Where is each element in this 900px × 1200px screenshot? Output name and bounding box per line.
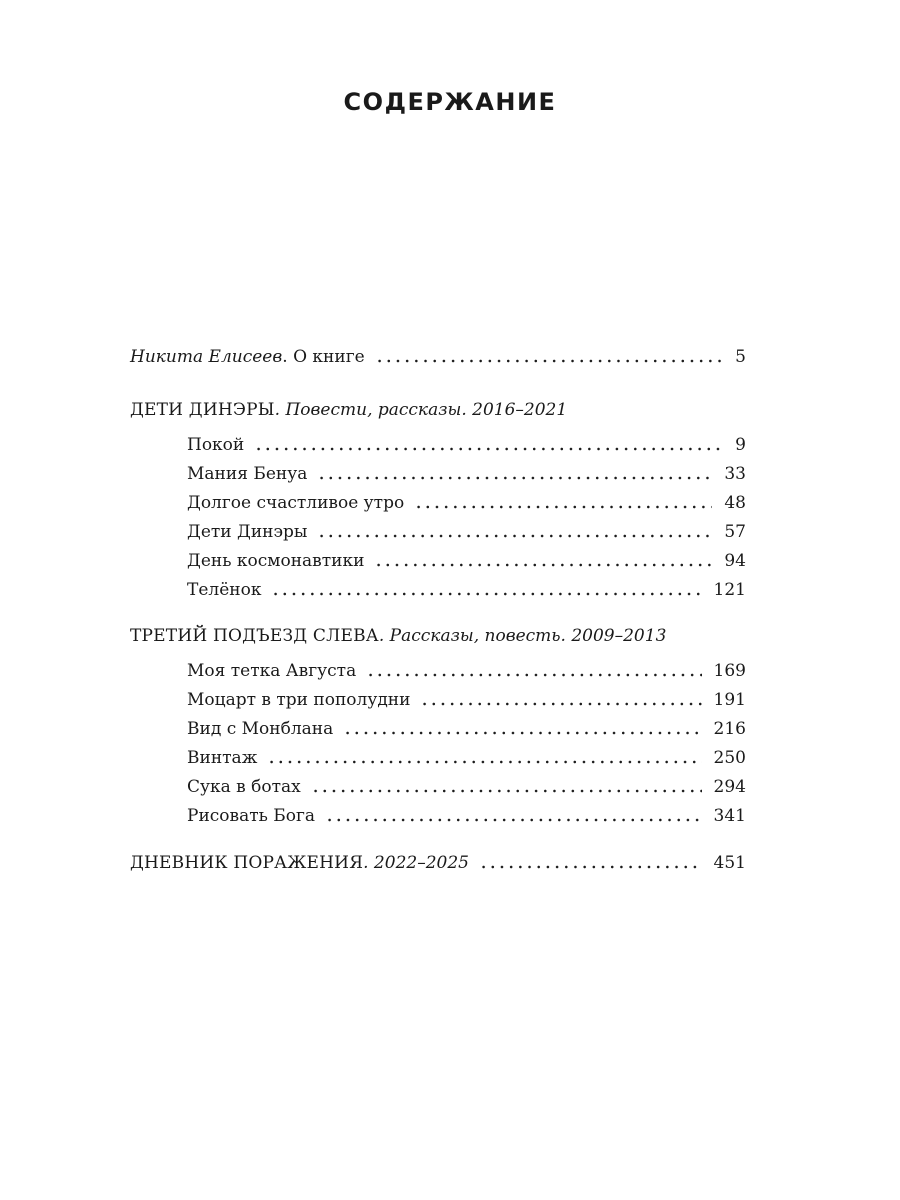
toc-entry-preface[interactable]	[130, 344, 746, 370]
page-number: 341	[713, 806, 746, 826]
toc-entry-title: День космонавтики	[187, 551, 365, 571]
toc-entry[interactable]	[187, 461, 746, 487]
toc-entry-title: Телёнок	[187, 580, 262, 600]
toc-entry-title: Моцарт в три пополудни	[187, 690, 411, 710]
page-number: 57	[724, 522, 746, 542]
toc-entry[interactable]	[187, 432, 746, 458]
dot-leader	[254, 444, 723, 454]
dot-leader	[374, 560, 712, 570]
toc-entry-title	[130, 344, 365, 370]
dot-leader	[343, 728, 701, 738]
toc-entry[interactable]	[187, 687, 746, 713]
page-title: СОДЕРЖАНИЕ	[343, 88, 557, 116]
section-name: ДЕТИ ДИНЭРЫ	[130, 400, 275, 420]
dot-leader	[366, 670, 701, 680]
page-number: 169	[713, 661, 746, 681]
page-number: 191	[713, 690, 746, 710]
dot-leader	[420, 699, 701, 709]
toc-entry-title: Мания Бенуа	[187, 464, 308, 484]
dot-leader	[317, 473, 712, 483]
toc-entry-title: Винтаж	[187, 748, 258, 768]
toc-entry[interactable]	[187, 774, 746, 800]
toc-entry-title: Сука в ботах	[187, 777, 301, 797]
dot-leader	[325, 815, 701, 825]
toc-entry-title: Дети Динэры	[187, 522, 308, 542]
toc-entry-title	[130, 850, 469, 876]
toc-entry-title: Вид с Монблана	[187, 719, 334, 739]
toc-entry-title: Моя тетка Августа	[187, 661, 357, 681]
section-subtitle: . Рассказы, повесть. 2009–2013	[378, 626, 667, 646]
page-number: 33	[724, 464, 746, 484]
dot-leader	[375, 356, 724, 366]
page-number: 9	[735, 435, 746, 455]
dot-leader	[271, 589, 701, 599]
toc-entry[interactable]	[187, 548, 746, 574]
page-number: 5	[735, 347, 746, 367]
toc-entry[interactable]	[187, 745, 746, 771]
toc-entry[interactable]	[187, 490, 746, 516]
dot-leader	[414, 502, 712, 512]
page-number: 451	[713, 853, 746, 873]
toc-entry-title: Покой	[187, 435, 245, 455]
toc-entry-title: Рисовать Бога	[187, 806, 316, 826]
page-number: 121	[713, 580, 746, 600]
toc-entry[interactable]	[187, 803, 746, 829]
page-number: 294	[713, 777, 746, 797]
toc-entry-final-section[interactable]	[130, 850, 746, 876]
dot-leader	[311, 786, 702, 796]
section-name: ДНЕВНИК ПОРАЖЕНИЯ	[130, 853, 364, 873]
toc-entry[interactable]	[187, 577, 746, 603]
section-subtitle: . Повести, рассказы. 2016–2021	[274, 400, 568, 420]
section-heading-2	[130, 623, 746, 649]
dot-leader	[479, 862, 702, 872]
dot-leader	[317, 531, 712, 541]
preface-title: . О книге	[282, 347, 365, 367]
toc-entry[interactable]	[187, 716, 746, 742]
page-number: 94	[724, 551, 746, 571]
dot-leader	[267, 757, 701, 767]
toc-entry-title: Долгое счастливое утро	[187, 493, 405, 513]
section-subtitle: . 2022–2025	[363, 853, 469, 873]
page-number: 250	[713, 748, 746, 768]
toc-entry[interactable]	[187, 519, 746, 545]
preface-author: Никита Елисеев	[130, 347, 283, 367]
section-heading-1	[130, 397, 746, 423]
section-name: ТРЕТИЙ ПОДЪЕЗД СЛЕВА	[130, 626, 379, 646]
page-number: 48	[724, 493, 746, 513]
toc-entry[interactable]	[187, 658, 746, 684]
page-number: 216	[713, 719, 746, 739]
